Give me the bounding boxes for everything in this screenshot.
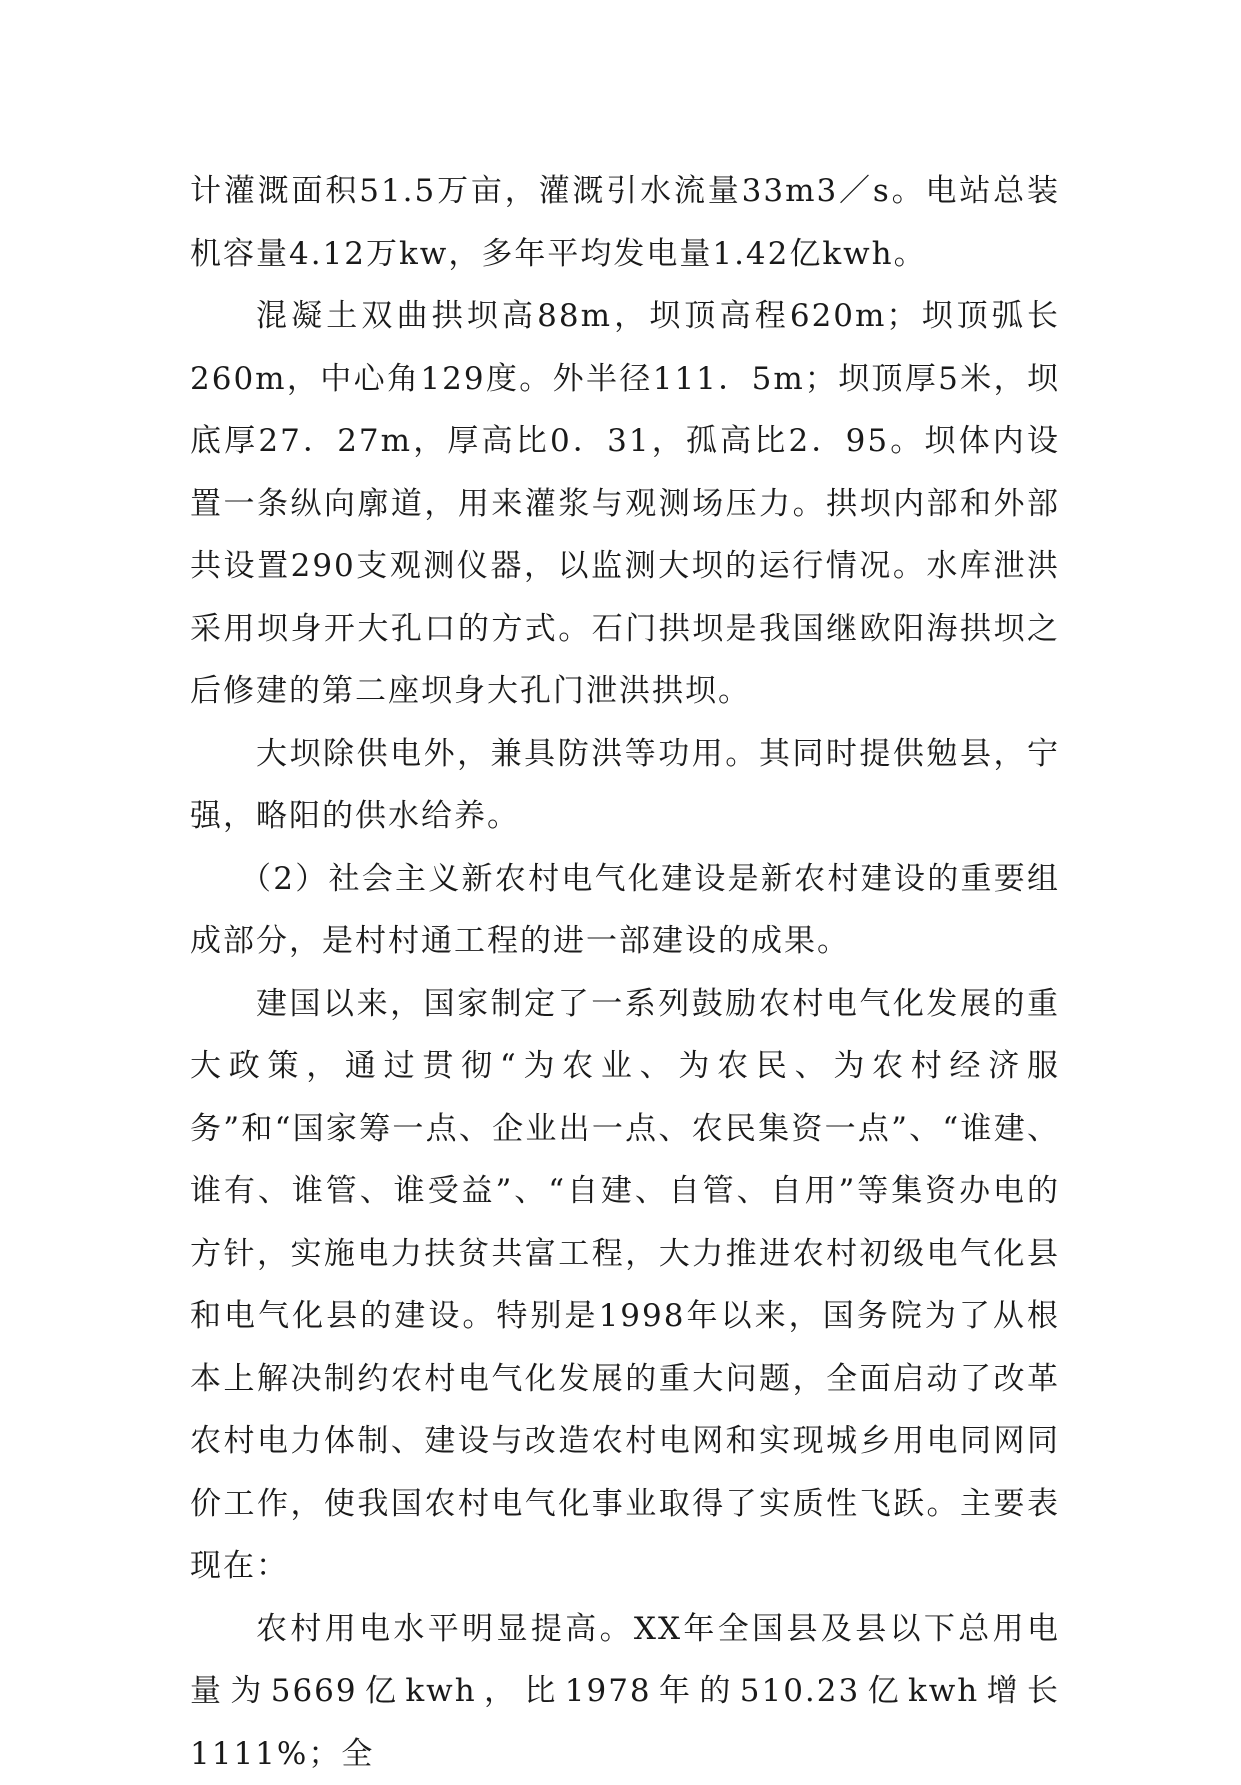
paragraph-irrigation-power: 计灌溉面积51.5万亩，灌溉引水流量33m3／s。电站总装机容量4.12万kw，多年平均发电量1.42亿kwh。	[190, 160, 1060, 285]
paragraph-rural-electrification-heading: （2）社会主义新农村电气化建设是新农村建设的重要组成部分，是村村通工程的进一部建设的成果。	[190, 848, 1060, 973]
paragraph-rural-power-usage: 农村用电水平明显提高。XX年全国县及县以下总用电量为5669亿kwh，比1978年的510.23亿kwh增长1111%；全	[190, 1598, 1060, 1785]
paragraph-national-policy: 建国以来，国家制定了一系列鼓励农村电气化发展的重大政策，通过贯彻“为农业、为农民、为农村经济服务”和“国家筹一点、企业出一点、农民集资一点”、“谁建、谁有、谁管、谁受益”、“自建、自管、自用”等集资办电的方针，实施电力扶贫共富工程，大力推进农村初级电气化县和电气化县的建设。特别是1998年以来，国务院为了从根本上解决制约农村电气化发展的重大问题，全面启动了改革农村电力体制、建设与改造农村电网和实现城乡用电同网同价工作，使我国农村电气化事业取得了实质性飞跃。主要表现在：	[190, 973, 1060, 1598]
paragraph-arch-dam-specs: 混凝土双曲拱坝高88m，坝顶高程620m；坝顶弧长260m，中心角129度。外半径111．5m；坝顶厚5米，坝底厚27．27m，厚高比0．31，孤高比2．95。坝体内设置一条纵向廓道，用来灌浆与观测场压力。拱坝内部和外部共设置290支观测仪器，以监测大坝的运行情况。水库泄洪采用坝身开大孔口的方式。石门拱坝是我国继欧阳海拱坝之后修建的第二座坝身大孔门泄洪拱坝。	[190, 285, 1060, 723]
paragraph-dam-functions: 大坝除供电外，兼具防洪等功用。其同时提供勉县，宁强，略阳的供水给养。	[190, 723, 1060, 848]
document-body	[190, 160, 1060, 1785]
